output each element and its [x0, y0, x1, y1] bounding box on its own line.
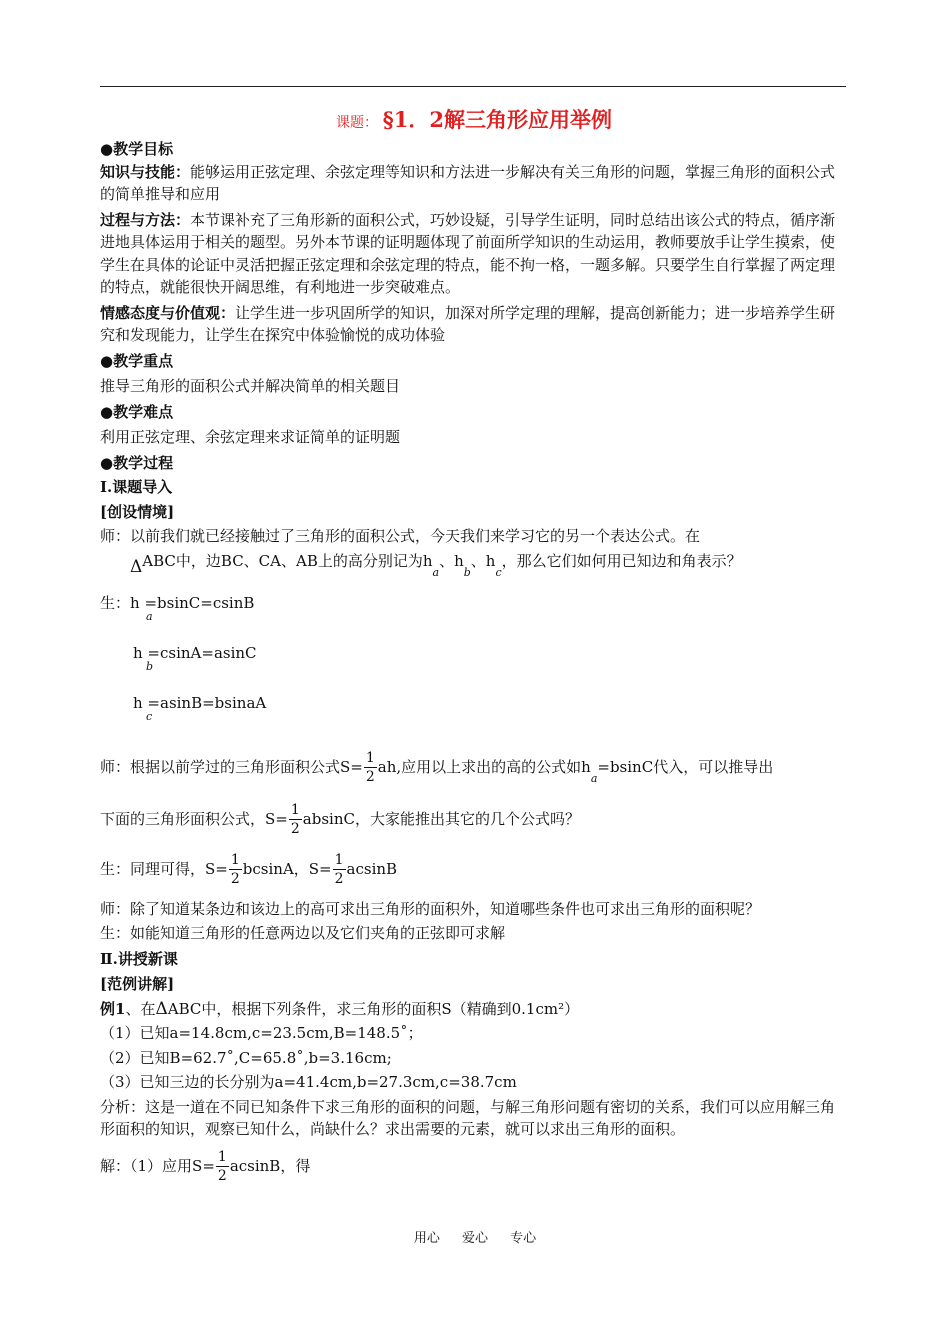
s2-text-b: bcsinA，S=: [242, 859, 332, 878]
example-1: [100, 998, 848, 1021]
fraction-half: [333, 851, 346, 888]
heights-text-c: 、h: [470, 551, 496, 570]
knowledge-paragraph: [100, 161, 848, 206]
sub-b: b: [463, 565, 471, 579]
heights-text-d: ，那么它们如何用已知边和角表示？: [501, 551, 742, 570]
process-heading: ●教学过程: [100, 453, 174, 472]
condition-1: （1）已知a=14.8cm,c=23.5cm,B=148.5˚；: [100, 1024, 423, 1042]
example-1-label: 例1: [100, 999, 126, 1018]
heights-text-a: ABC中，边BC、CA、AB上的高分别记为h: [142, 551, 433, 570]
s2-text-c: acsinB: [346, 859, 398, 878]
teacher-line-4: 师：除了知道某条边和该边上的高可求出三角形的面积外，知道哪些条件也可求出三角形的面积呢？: [100, 899, 761, 918]
fraction-half: [364, 749, 377, 786]
scenario-label: [创设情境]: [100, 502, 175, 521]
frac-num: 1: [334, 852, 344, 868]
heights-text-b: 、h: [439, 551, 464, 570]
solution-text-a: 解：（1）应用S=: [100, 1156, 215, 1175]
formula-hb: [100, 642, 848, 692]
frac-num: 1: [230, 852, 240, 868]
t2-text-c: =bsinC代入，可以推导出: [597, 757, 774, 776]
examples-label: [范例讲解]: [100, 975, 175, 993]
sub-c: c: [495, 565, 502, 579]
frac-num: 1: [217, 1149, 227, 1165]
document-body: [100, 104, 848, 1191]
sub-a: a: [432, 565, 440, 579]
key-text: 推导三角形的面积公式并解决简单的相关题目: [100, 377, 401, 395]
student-label: 生：: [100, 593, 131, 612]
t3-text-b: absinC，大家能推出其它的几个公式吗？: [302, 809, 580, 828]
t2-sub-a: a: [590, 771, 598, 785]
student-line-2: [100, 844, 848, 894]
difficulty-text: 利用正弦定理、余弦定理来求证简单的证明题: [100, 428, 401, 446]
part1-heading: Ⅰ.课题导入: [100, 478, 173, 496]
condition-2: （2）已知B=62.7˚,C=65.8˚,b=3.16cm;: [100, 1048, 392, 1067]
t3-text-a: 下面的三角形面积公式，S=: [100, 809, 288, 828]
hb-sub: b: [146, 659, 154, 673]
process-label: 过程与方法：: [100, 210, 191, 229]
frac-den: 2: [290, 821, 300, 837]
student-line-3: 生：如能知道三角形的任意两边以及它们夹角的正弦即可求解: [100, 924, 506, 942]
emotion-label: 情感态度与价值观：: [100, 303, 236, 322]
key-heading: ●教学重点: [100, 351, 174, 370]
t2-text-a: 师：根据以前学过的三角形面积公式S=: [100, 757, 363, 776]
solution-text-b: acsinB，得: [229, 1156, 311, 1175]
title-prefix: 课题：: [336, 115, 378, 131]
frac-den: 2: [230, 871, 240, 887]
fraction-half: [289, 801, 302, 838]
example-1-text-b: ABC中，根据下列条件，求三角形的面积S（精确到0.1cm²）: [167, 999, 580, 1018]
frac-num: 1: [365, 750, 375, 766]
fraction-half: [216, 1148, 229, 1185]
page-footer: 用心 爱心 专心: [413, 1231, 537, 1246]
knowledge-text: 能够运用正弦定理、余弦定理等知识和方法进一步解决有关三角形的问题，掌握三角形的面积公式的简单推导和应用: [100, 162, 836, 203]
frac-den: 2: [365, 769, 375, 785]
solution-line: [100, 1141, 848, 1191]
part2-heading: Ⅱ.讲授新课: [100, 949, 178, 968]
objectives-heading: ●教学目标: [100, 140, 174, 158]
teacher-line-2: [100, 742, 848, 794]
triangle-symbol: Δ: [155, 998, 168, 1019]
frac-num: 1: [290, 802, 300, 818]
teacher-line-1: 师：以前我们就已经接触过了三角形的面积公式，今天我们来学习它的另一个表达公式。在: [100, 527, 701, 545]
difficulty-heading: ●教学难点: [100, 402, 174, 421]
s2-text-a: 生：同理可得，S=: [100, 859, 228, 878]
knowledge-label: 知识与技能：: [100, 162, 191, 181]
frac-den: 2: [217, 1168, 227, 1184]
title-main: §1．2解三角形应用举例: [382, 107, 612, 132]
triangle-symbol: Δ: [130, 556, 143, 577]
hb-formula: h =csinA=asinC: [133, 643, 257, 662]
frac-den: 2: [334, 871, 344, 887]
teacher-line-3: [100, 794, 848, 844]
emotion-paragraph: [100, 302, 848, 347]
process-paragraph: [100, 209, 848, 299]
ha-formula: h =bsinC=csinB: [130, 593, 255, 612]
formula-hc: [100, 692, 848, 742]
process-text: 本节课补充了三角形新的面积公式，巧妙设疑，引导学生证明，同时总结出该公式的特点，循序渐进地具体运用于相关的题型。另外本节课的证明题体现了前面所学知识的生动运用，教师要放手让学生摸索，使学生在具体的论证中灵活把握正弦定理和余弦定理的特点，能不拘一格，一题多解。只要学生自行掌握了两定理的特点，就能很快开阔思维，有利地进一步突破难点。: [100, 210, 836, 296]
formula-ha: [100, 592, 848, 642]
hc-sub: c: [146, 709, 153, 723]
emotion-text: 让学生进一步巩固所学的知识，加深对所学定理的理解，提高创新能力；进一步培养学生研究和发现能力，让学生在探究中体验愉悦的成功体验: [100, 303, 836, 344]
page-title: [100, 104, 848, 136]
example-1-text-a: 、在: [125, 999, 156, 1018]
ha-sub: a: [146, 609, 153, 623]
hc-formula: h =asinB=bsinaA: [133, 693, 267, 712]
condition-3: （3）已知三边的长分别为a=41.4cm,b=27.3cm,c=38.7cm: [100, 1073, 517, 1091]
heights-question: [100, 550, 848, 584]
analysis-text: 分析：这是一道在不同已知条件下求三角形的面积的问题，与解三角形问题有密切的关系，我们可以应用解三角形面积的知识，观察已知什么，尚缺什么？求出需要的元素，就可以求出三角形的面积。: [100, 1097, 836, 1138]
fraction-half: [229, 851, 242, 888]
header-rule: [100, 86, 846, 87]
t2-text-b: ah,应用以上求出的高的公式如h: [377, 757, 591, 776]
